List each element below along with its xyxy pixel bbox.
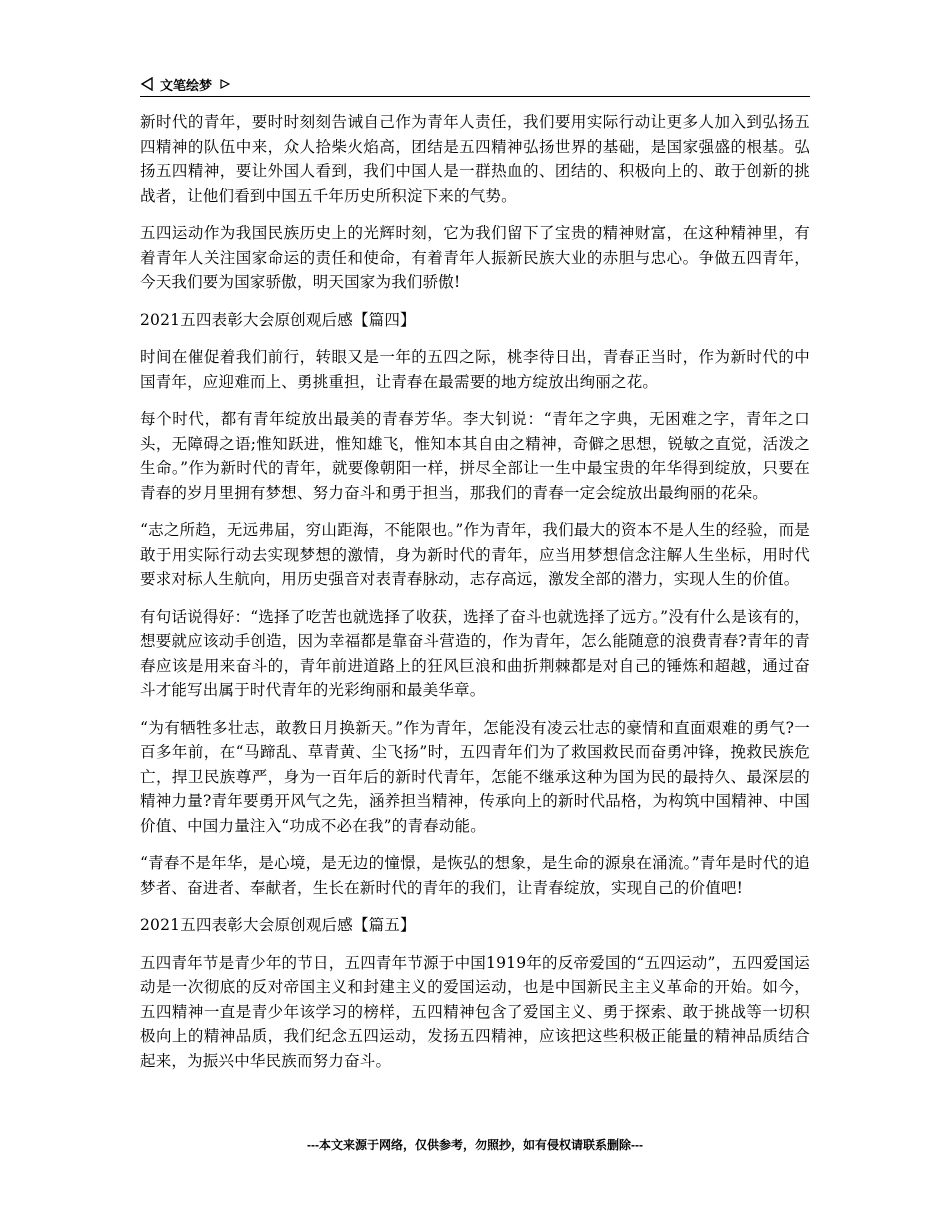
paragraph: 五四运动作为我国民族历史上的光辉时刻，它为我们留下了宝贵的精神财富，在这种精神里，有着青年人关注国家命运的责任和使命，有着青年人振新民族大业的赤胆与忠心。争做五四青年，今天我们要为国家骄傲，明天国家为我们骄傲! <box>140 224 810 291</box>
paragraph: 每个时代，都有青年绽放出最美的青春芳华。李大钊说：“青年之字典，无困难之字，青年之口头，无障碍之语;惟知跃进，惟知雄飞，惟知本其自由之精神，奇僻之思想，锐敏之直觉，活泼之生命。”作为新时代的青年，就要像朝阳一样，拼尽全部让一生中最宝贵的年华得到绽放，只要在青春的岁月里拥有梦想、努力奋斗和勇于担当，那我们的青春一定会绽放出最绚丽的花朵。 <box>140 410 810 502</box>
paragraph: “志之所趋，无远弗届，穷山距海，不能限也。”作为青年，我们最大的资本不是人生的经验，而是敢于用实际行动去实现梦想的激情，身为新时代的青年，应当用梦想信念注解人生坐标，用时代要求对标人生航向，用历史强音对表青春脉动，志存高远，激发全部的潜力，实现人生的价值。 <box>140 521 810 588</box>
section-heading: 2021五四表彰大会原创观后感【篇四】 <box>140 310 416 329</box>
section-heading: 2021五四表彰大会原创观后感【篇五】 <box>140 916 416 934</box>
article-body <box>140 110 810 1086</box>
paragraph: 五四青年节是青少年的节日，五四青年节源于中国1919年的反帝爱国的“五四运动”，五四爱国运动是一次彻底的反对帝国主义和封建主义的爱国运动，也是中国新民主主义革命的开始。如今，五四精神一直是青少年该学习的榜样，五四精神包含了爱国主义、勇于探索、敢于挑战等一切积极向上的精神品质，我们纪念五四运动，发扬五四精神，应该把这些积极正能量的精神品质结合起来，为振兴中华民族而努力奋斗。 <box>140 953 810 1070</box>
page-header <box>140 72 810 97</box>
triangle-right-outline-icon <box>220 79 230 89</box>
paragraph: 有句话说得好：“选择了吃苦也就选择了收获，选择了奋斗也就选择了远方。”没有什么是该有的，想要就应该动手创造，因为幸福都是靠奋斗营造的，作为青年，怎么能随意的浪费青春?青年的青春应该是用来奋斗的，青年前进道路上的狂风巨浪和曲折荆棘都是对自己的锤炼和超越，通过奋斗才能写出属于时代青年的光彩绚丽和最美华章。 <box>140 607 810 699</box>
paragraph: 时间在催促着我们前行，转眼又是一年的五四之际，桃李待日出，青春正当时，作为新时代的中国青年，应迎难而上、勇挑重担，让青春在最需要的地方绽放出绚丽之花。 <box>140 348 810 391</box>
paragraph: “青春不是年华，是心境，是无边的憧憬，是恢弘的想象，是生命的源泉在涌流。”青年是时代的追梦者、奋进者、奉献者，生长在新时代的青年的我们，让青春绽放，实现自己的价值吧! <box>140 854 810 897</box>
paragraph: “为有牺牲多壮志，敢教日月换新天。”作为青年，怎能没有凌云壮志的豪情和直面艰难的勇气?一百多年前，在“马蹄乱、草青黄、尘飞扬”时，五四青年们为了救国救民而奋勇冲锋，挽救民族危亡，捍卫民族尊严，身为一百年后的新时代青年，怎能不继承这种为国为民的最持久、最深层的精神力量?青年要勇开风气之先，涵养担当精神，传承向上的新时代品格，为构筑中国精神、中国价值、中国力量注入“功成不必在我”的青春动能。 <box>140 718 810 835</box>
header-brand: 文笔绘梦 <box>160 77 213 93</box>
paragraph: 新时代的青年，要时时刻刻告诫自己作为青年人责任，我们要用实际行动让更多人加入到弘扬五四精神的队伍中来，众人拾柴火焰高，团结是五四精神弘扬世界的基础，是国家强盛的根基。弘扬五四精神，要让外国人看到，我们中国人是一群热血的、团结的、积极向上的、敢于创新的挑战者，让他们看到中国五千年历史所积淀下来的气势。 <box>140 113 810 205</box>
footer-notice: ---本文来源于网络，仅供参考，勿照抄，如有侵权请联系删除--- <box>307 1138 643 1152</box>
triangle-left-outline-icon <box>140 77 154 91</box>
